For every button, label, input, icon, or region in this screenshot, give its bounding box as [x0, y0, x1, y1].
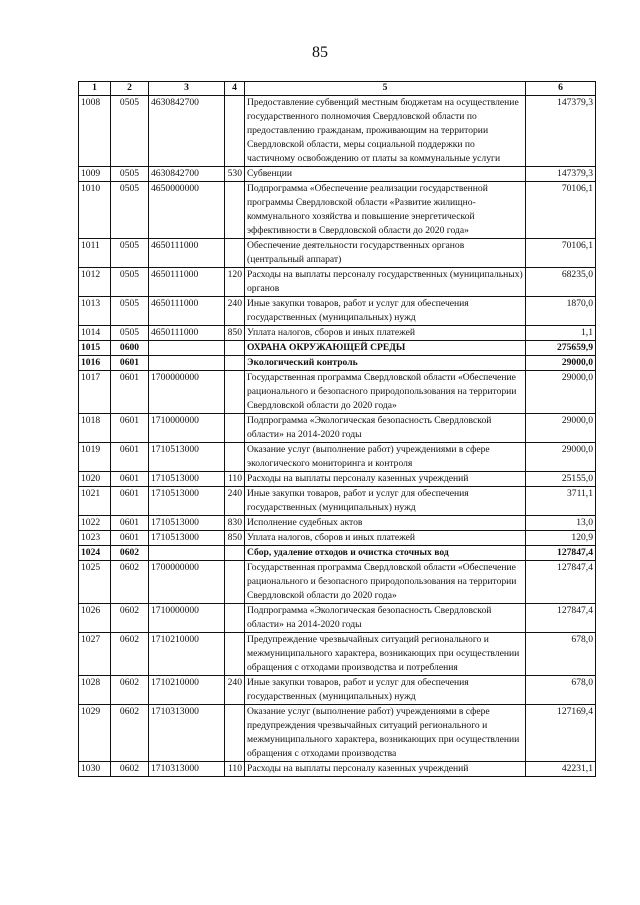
expense-type-code	[225, 443, 245, 472]
table-row	[79, 96, 596, 167]
item-name: Расходы на выплаты персоналу государственных (муниципальных) органов	[245, 268, 526, 297]
item-name: Подпрограмма «Экологическая безопасность Свердловской области» на 2014-2020 годы	[245, 414, 526, 443]
row-number: 1025	[79, 561, 111, 604]
item-name: ОХРАНА ОКРУЖАЮЩЕЙ СРЕДЫ	[245, 341, 526, 356]
amount: 127169,4	[526, 705, 596, 762]
amount: 147379,3	[526, 96, 596, 167]
item-name: Оказание услуг (выполнение работ) учреждениями в сфере экологического мониторинга и контроля	[245, 443, 526, 472]
expense-type-code	[225, 633, 245, 676]
expense-type-code: 830	[225, 516, 245, 531]
budget-table	[78, 81, 596, 777]
expense-type-code: 110	[225, 762, 245, 777]
section-code: 0505	[111, 326, 149, 341]
section-code: 0602	[111, 676, 149, 705]
item-name: Государственная программа Свердловской области «Обеспечение рационального и безопасного природопользования на территории Свердловской области до 2020 года»	[245, 371, 526, 414]
item-name: Экологический контроль	[245, 356, 526, 371]
target-article-code: 1710000000	[149, 414, 225, 443]
section-code: 0601	[111, 487, 149, 516]
row-number: 1022	[79, 516, 111, 531]
expense-type-code	[225, 414, 245, 443]
amount: 1870,0	[526, 297, 596, 326]
section-code: 0601	[111, 371, 149, 414]
item-name: Уплата налогов, сборов и иных платежей	[245, 326, 526, 341]
row-number: 1029	[79, 705, 111, 762]
amount: 678,0	[526, 633, 596, 676]
expense-type-code: 240	[225, 487, 245, 516]
row-number: 1017	[79, 371, 111, 414]
expense-type-code	[225, 705, 245, 762]
item-name: Расходы на выплаты персоналу казенных учреждений	[245, 472, 526, 487]
amount: 147379,3	[526, 167, 596, 182]
row-number: 1020	[79, 472, 111, 487]
table-row	[79, 182, 596, 239]
row-number: 1027	[79, 633, 111, 676]
table-row	[79, 239, 596, 268]
section-code: 0505	[111, 167, 149, 182]
table-row	[79, 705, 596, 762]
amount: 29000,0	[526, 356, 596, 371]
table-row	[79, 762, 596, 777]
amount: 1,1	[526, 326, 596, 341]
table-header-row	[79, 82, 596, 96]
expense-type-code: 240	[225, 676, 245, 705]
expense-type-code	[225, 182, 245, 239]
expense-type-code	[225, 546, 245, 561]
target-article-code: 1710313000	[149, 705, 225, 762]
amount: 42231,1	[526, 762, 596, 777]
section-code: 0601	[111, 443, 149, 472]
row-number: 1021	[79, 487, 111, 516]
section-code: 0602	[111, 705, 149, 762]
target-article-code: 1710513000	[149, 443, 225, 472]
target-article-code: 1710000000	[149, 604, 225, 633]
target-article-code: 1710313000	[149, 762, 225, 777]
table-row	[79, 633, 596, 676]
target-article-code: 4650111000	[149, 239, 225, 268]
amount: 120,9	[526, 531, 596, 546]
amount: 127847,4	[526, 546, 596, 561]
table-row	[79, 561, 596, 604]
header-col-3: 3	[149, 82, 225, 96]
header-col-1: 1	[79, 82, 111, 96]
item-name: Субвенции	[245, 167, 526, 182]
target-article-code: 4650000000	[149, 182, 225, 239]
row-number: 1015	[79, 341, 111, 356]
item-name: Предоставление субвенций местным бюджетам на осуществление государственного полномочия Свердловской области по предоставлению гражданам, проживающим на территории Свердловской области, меры социальной поддержки по частичному освобождению от платы за коммунальные услуги	[245, 96, 526, 167]
expense-type-code: 850	[225, 326, 245, 341]
row-number: 1016	[79, 356, 111, 371]
item-name: Подпрограмма «Обеспечение реализации государственной программы Свердловской области «Развитие жилищно-коммунального хозяйства и повышение энергетической эффективности в Свердловской области до 2020 года»	[245, 182, 526, 239]
table-row	[79, 516, 596, 531]
row-number: 1010	[79, 182, 111, 239]
item-name: Сбор, удаление отходов и очистка сточных вод	[245, 546, 526, 561]
target-article-code	[149, 356, 225, 371]
row-number: 1023	[79, 531, 111, 546]
table-row	[79, 268, 596, 297]
section-code: 0602	[111, 546, 149, 561]
section-code: 0600	[111, 341, 149, 356]
amount: 29000,0	[526, 443, 596, 472]
table-row	[79, 356, 596, 371]
section-code: 0601	[111, 531, 149, 546]
amount: 127847,4	[526, 604, 596, 633]
table-row	[79, 414, 596, 443]
section-code: 0505	[111, 268, 149, 297]
item-name: Расходы на выплаты персоналу казенных учреждений	[245, 762, 526, 777]
target-article-code: 1710513000	[149, 472, 225, 487]
target-article-code	[149, 341, 225, 356]
item-name: Предупреждение чрезвычайных ситуаций регионального и межмуниципального характера, возникающих при осуществлении обращения с отходами производства и потребления	[245, 633, 526, 676]
amount: 13,0	[526, 516, 596, 531]
table-row	[79, 676, 596, 705]
amount: 127847,4	[526, 561, 596, 604]
target-article-code: 1710210000	[149, 676, 225, 705]
target-article-code: 4650111000	[149, 297, 225, 326]
expense-type-code: 530	[225, 167, 245, 182]
amount: 70106,1	[526, 239, 596, 268]
target-article-code: 1710513000	[149, 516, 225, 531]
row-number: 1030	[79, 762, 111, 777]
table-row	[79, 443, 596, 472]
target-article-code: 4630842700	[149, 96, 225, 167]
amount: 3711,1	[526, 487, 596, 516]
item-name: Государственная программа Свердловской области «Обеспечение рационального и безопасного природопользования на территории Свердловской области до 2020 года»	[245, 561, 526, 604]
table-row	[79, 604, 596, 633]
row-number: 1011	[79, 239, 111, 268]
expense-type-code: 240	[225, 297, 245, 326]
row-number: 1024	[79, 546, 111, 561]
amount: 29000,0	[526, 371, 596, 414]
section-code: 0601	[111, 516, 149, 531]
expense-type-code	[225, 356, 245, 371]
target-article-code: 1710513000	[149, 531, 225, 546]
header-col-2: 2	[111, 82, 149, 96]
expense-type-code	[225, 239, 245, 268]
section-code: 0602	[111, 561, 149, 604]
row-number: 1028	[79, 676, 111, 705]
table-row	[79, 472, 596, 487]
expense-type-code	[225, 96, 245, 167]
section-code: 0602	[111, 762, 149, 777]
expense-type-code: 850	[225, 531, 245, 546]
page-number: 85	[312, 44, 328, 61]
table-body	[79, 96, 596, 777]
row-number: 1012	[79, 268, 111, 297]
header-col-6: 6	[526, 82, 596, 96]
item-name: Оказание услуг (выполнение работ) учреждениями в сфере предупреждения чрезвычайных ситуаций регионального и межмуниципального характера, возникающих при осуществлении обращения с отходами производства	[245, 705, 526, 762]
amount: 70106,1	[526, 182, 596, 239]
section-code: 0505	[111, 297, 149, 326]
amount: 275659,9	[526, 341, 596, 356]
row-number: 1026	[79, 604, 111, 633]
expense-type-code: 110	[225, 472, 245, 487]
row-number: 1014	[79, 326, 111, 341]
expense-type-code	[225, 341, 245, 356]
amount: 678,0	[526, 676, 596, 705]
item-name: Уплата налогов, сборов и иных платежей	[245, 531, 526, 546]
table-row	[79, 487, 596, 516]
table-row	[79, 297, 596, 326]
table-row	[79, 326, 596, 341]
section-code: 0602	[111, 604, 149, 633]
target-article-code: 1710513000	[149, 487, 225, 516]
section-code: 0601	[111, 472, 149, 487]
header-col-5: 5	[245, 82, 526, 96]
amount: 25155,0	[526, 472, 596, 487]
section-code: 0505	[111, 96, 149, 167]
header-col-4: 4	[225, 82, 245, 96]
amount: 68235,0	[526, 268, 596, 297]
item-name: Иные закупки товаров, работ и услуг для обеспечения государственных (муниципальных) нужд	[245, 487, 526, 516]
target-article-code: 4650111000	[149, 326, 225, 341]
expense-type-code: 120	[225, 268, 245, 297]
section-code: 0602	[111, 633, 149, 676]
row-number: 1019	[79, 443, 111, 472]
row-number: 1009	[79, 167, 111, 182]
section-code: 0601	[111, 356, 149, 371]
target-article-code: 1700000000	[149, 561, 225, 604]
expense-type-code	[225, 604, 245, 633]
target-article-code	[149, 546, 225, 561]
item-name: Иные закупки товаров, работ и услуг для обеспечения государственных (муниципальных) нужд	[245, 297, 526, 326]
item-name: Обеспечение деятельности государственных органов (центральный аппарат)	[245, 239, 526, 268]
item-name: Подпрограмма «Экологическая безопасность Свердловской области» на 2014-2020 годы	[245, 604, 526, 633]
row-number: 1018	[79, 414, 111, 443]
expense-type-code	[225, 371, 245, 414]
table-row	[79, 546, 596, 561]
target-article-code: 1710210000	[149, 633, 225, 676]
table-row	[79, 167, 596, 182]
table-row	[79, 341, 596, 356]
table-row	[79, 531, 596, 546]
section-code: 0601	[111, 414, 149, 443]
target-article-code: 1700000000	[149, 371, 225, 414]
row-number: 1008	[79, 96, 111, 167]
table-row	[79, 371, 596, 414]
row-number: 1013	[79, 297, 111, 326]
expense-type-code	[225, 561, 245, 604]
target-article-code: 4630842700	[149, 167, 225, 182]
amount: 29000,0	[526, 414, 596, 443]
item-name: Иные закупки товаров, работ и услуг для обеспечения государственных (муниципальных) нужд	[245, 676, 526, 705]
section-code: 0505	[111, 239, 149, 268]
section-code: 0505	[111, 182, 149, 239]
item-name: Исполнение судебных актов	[245, 516, 526, 531]
target-article-code: 4650111000	[149, 268, 225, 297]
